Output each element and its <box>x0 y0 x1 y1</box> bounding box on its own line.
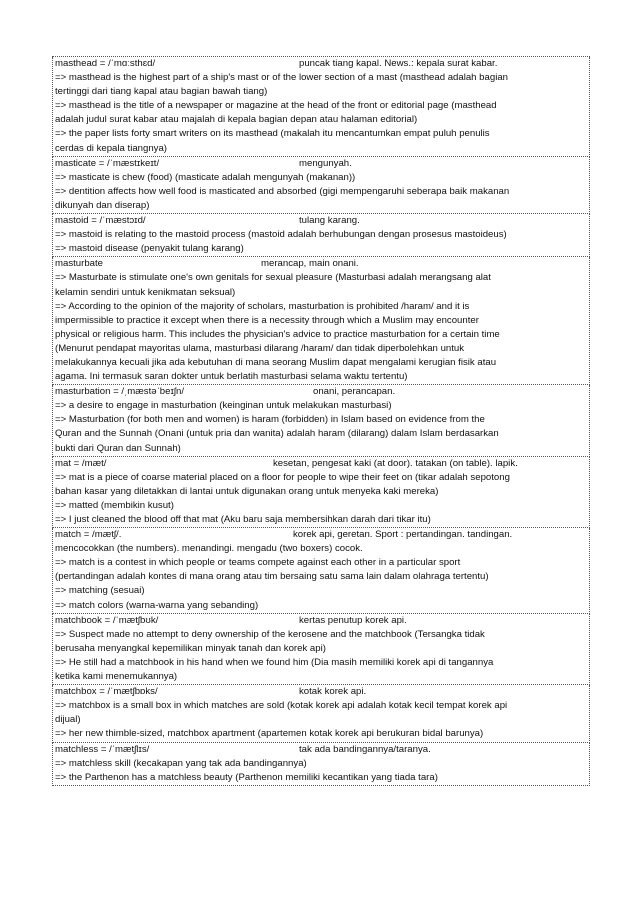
entry-header <box>53 257 589 271</box>
entry-line: => masthead is the title of a newspaper or magazine at the head of the front or editorial page (masthead <box>55 100 497 112</box>
entry-line: adalah judul surat kabar atau majalah di kepala bagian depan atau halaman editorial) <box>55 114 418 126</box>
entry-headword: masturbation = /ˌmæstəˈbeɪʃn/ <box>55 386 184 398</box>
entry-header <box>53 743 589 757</box>
entry-line: dijual) <box>55 714 81 726</box>
entry-line: Quran and the Sunnah (Onani (untuk pria dan wanita) adalah haram (dilarang) dalam Islam berdasarkan <box>55 428 499 440</box>
entry-line: cerdas di kepala tiangnya) <box>55 142 167 154</box>
dictionary-document <box>52 56 590 786</box>
entry-translation: tak ada bandingannya/taranya. <box>299 743 431 755</box>
entry-line: => matchbox is a small box in which matches are sold (kotak korek api adalah kotak kecil tempat korek api <box>55 700 508 712</box>
entry-line: agama. Ini termasuk saran dokter untuk berlatih masturbasi selama waktu tertentu) <box>55 371 408 383</box>
entry-line: (Menurut pendapat mayoritas ulama, masturbasi dilarang /haram/ dan tidak diperbolehkan untuk <box>55 342 465 354</box>
entry-line: dikunyah dan diserap) <box>55 199 150 211</box>
entry-line: => a desire to engage in masturbation (keinginan untuk melakukan masturbasi) <box>55 400 392 412</box>
entry-translation: kertas penutup korek api. <box>299 614 407 626</box>
entry-line: => Masturbate is stimulate one's own genitals for sexual pleasure (Masturbasi adalah merangsang alat <box>55 272 491 284</box>
entry-line: => masticate is chew (food) (masticate adalah mengunyah (makanan)) <box>55 171 356 183</box>
entry-translation: onani, perancapan. <box>313 386 396 398</box>
entry-line: => match is a contest in which people or teams compete against each other in a particular sport <box>55 557 461 569</box>
entry-header <box>53 528 589 542</box>
entry-headword: match = /mætʃ/. <box>55 529 122 541</box>
entry-line: => Suspect made no attempt to deny ownership of the kerosene and the matchbook (Tersangka tidak <box>55 628 485 640</box>
entry-line: => matted (membikin kusut) <box>55 499 174 511</box>
dictionary-entry <box>52 457 590 528</box>
dictionary-entry <box>52 528 590 614</box>
entry-line: => I just cleaned the blood off that mat (Aku baru saja membersihkan darah dari tikar itu) <box>55 514 431 525</box>
dictionary-entry <box>52 257 590 385</box>
entry-translation: mengunyah. <box>299 157 352 169</box>
dictionary-entry <box>52 685 590 742</box>
entry-headword: mat = /mæt/ <box>55 457 107 469</box>
entry-translation: kesetan, pengesat kaki (at door). tatakan (on table). lapik. <box>273 457 518 469</box>
entry-line: mencocokkan (the numbers). menandingi. mengadu (two boxers) cocok. <box>55 543 363 555</box>
entry-translation: korek api, geretan. Sport : pertandingan. tandingan. <box>293 529 513 541</box>
entry-line: => mat is a piece of coarse material placed on a floor for people to wipe their feet on (tikar adalah sepotong <box>55 471 510 483</box>
entry-line: => Masturbation (for both men and women) is haram (forbidden) in Islam based on evidence from the <box>55 414 485 426</box>
entry-line: => mastoid is relating to the mastoid process (mastoid adalah berhubungan dengan prosesus mastoideus) <box>55 229 507 241</box>
dictionary-entry <box>52 743 590 786</box>
entry-headword: matchbox = /ˈmætʃbɒks/ <box>55 686 158 698</box>
dictionary-entry <box>52 614 590 685</box>
dictionary-entry <box>52 157 590 214</box>
entry-translation: tulang karang. <box>299 215 360 227</box>
entry-translation: puncak tiang kapal. News.: kepala surat kabar. <box>299 58 498 69</box>
entry-line: (pertandingan adalah kontes di mana orang atau tim bersaing satu sama lain dalam olahraga tertentu) <box>55 571 489 583</box>
entry-header <box>53 614 589 628</box>
entry-line: => match colors (warna-warna yang sebanding) <box>55 599 259 611</box>
dictionary-entry <box>52 385 590 456</box>
entry-line: => matchless skill (kecakapan yang tak ada bandingannya) <box>55 757 307 769</box>
entry-line: tertinggi dari tiang kapal atau bagian bawah tiang) <box>55 86 268 98</box>
entry-header <box>53 157 589 171</box>
entry-header <box>53 214 589 228</box>
entry-line: => the paper lists forty smart writers on its masthead (makalah itu mencantumkan empat puluh penulis <box>55 128 490 140</box>
entry-headword: matchbook = /ˈmætʃbʊk/ <box>55 614 159 626</box>
entry-line: impermissible to practice it except when there is a necessity through which a Muslim may encounter <box>55 314 479 326</box>
dictionary-entry <box>52 57 590 157</box>
entry-header <box>53 57 589 71</box>
entry-line: melakukannya kecuali jika ada kebutuhan di mana seorang Muslim dapat mengalami kerugian fisik atau <box>55 356 497 368</box>
entry-headword: masthead = /ˈmɑːsthɛd/ <box>55 58 156 69</box>
entry-headword: masturbate <box>55 258 103 270</box>
entry-translation: merancap, main onani. <box>261 258 359 270</box>
dictionary-entry <box>52 214 590 257</box>
entry-line: bukti dari Quran dan Sunnah) <box>55 442 181 454</box>
entry-header <box>53 385 589 399</box>
entry-line: => the Parthenon has a matchless beauty (Parthenon memiliki kecantikan yang tiada tara) <box>55 771 438 783</box>
entry-line: ketika kami menemukannya) <box>55 671 178 683</box>
entry-line: berusaha menyangkal kepemilikan minyak tanah dan korek api) <box>55 642 326 654</box>
entry-line: => According to the opinion of the majority of scholars, masturbation is prohibited /haram/ and it is <box>55 300 470 312</box>
entry-line: bahan kasar yang diletakkan di lantai untuk digunakan orang untuk menyeka kaki mereka) <box>55 485 439 497</box>
entry-line: => her new thimble-sized, matchbox apartment (apartemen kotak korek api berukuran bidal barunya) <box>55 728 484 740</box>
entry-line: => matching (sesuai) <box>55 585 145 597</box>
entry-translation: kotak korek api. <box>299 686 367 698</box>
entry-line: => dentition affects how well food is masticated and absorbed (gigi mempengaruhi seberapa baik makanan <box>55 185 510 197</box>
entry-line: kelamin sendiri untuk kenikmatan seksual) <box>55 286 236 298</box>
entry-header <box>53 457 589 471</box>
entry-line: => He still had a matchbook in his hand when we found him (Dia masih memiliki korek api di tangannya <box>55 656 494 668</box>
entry-headword: matchless = /ˈmætʃlɪs/ <box>55 743 150 755</box>
entry-headword: mastoid = /ˈmæstɔɪd/ <box>55 215 146 227</box>
entry-headword: masticate = /ˈmæstɪkeɪt/ <box>55 157 160 169</box>
entry-line: => masthead is the highest part of a ship's mast or of the lower section of a mast (masthead adalah bagian <box>55 72 508 84</box>
entry-line: => mastoid disease (penyakit tulang karang) <box>55 243 244 255</box>
entry-header <box>53 685 589 699</box>
entry-line: physical or religious harm. This includes the physician's advice to practice masturbation for a certain time <box>55 328 500 340</box>
